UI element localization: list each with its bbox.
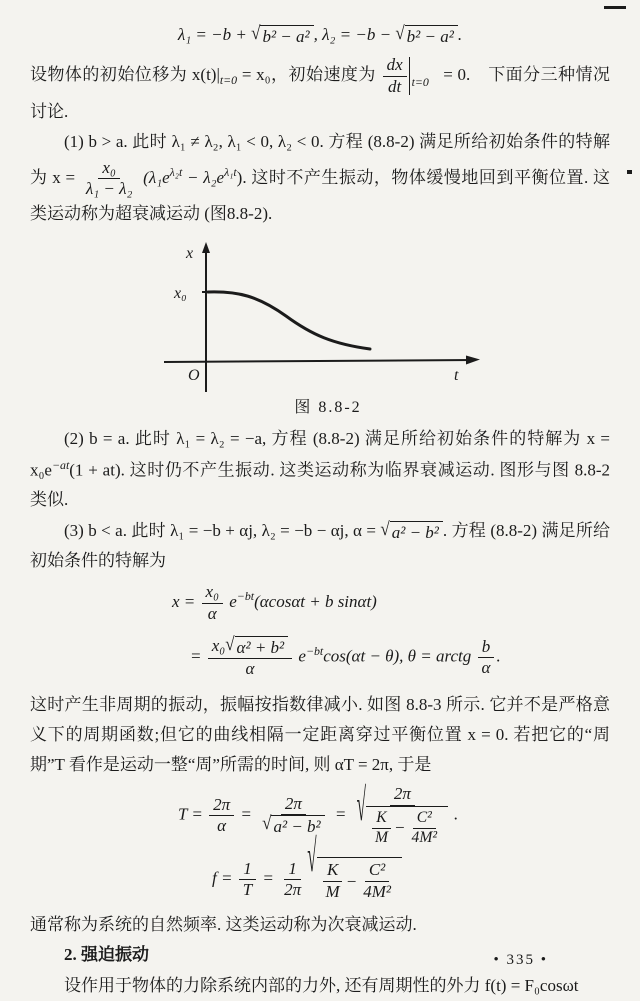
equation-frequency-f — [212, 830, 610, 902]
paragraph-forced-vibration-intro — [30, 971, 610, 1001]
text-run: λ₁ = −b + — [177, 25, 252, 44]
fraction-denominator: T — [242, 880, 253, 900]
fraction-denominator — [258, 812, 329, 837]
radical-sign: √ — [225, 633, 235, 655]
scan-artifact — [604, 6, 626, 9]
radicand: b² − a² — [405, 25, 458, 47]
text-run: 设物体的初始位移为 x(t)| — [30, 65, 220, 85]
radical-sign: √ — [395, 22, 405, 44]
fraction — [408, 809, 442, 848]
text-run: 通常称为系统的自然频率. 这类运动称为次衰减运动. — [30, 915, 417, 935]
radicand: b² − a² — [260, 25, 313, 47]
fraction-numerator: 2π — [390, 784, 415, 805]
radicand — [366, 806, 448, 848]
paragraph-case-1 — [30, 127, 610, 229]
radical-sign: √ — [356, 779, 366, 831]
t-axis-label: t — [454, 366, 459, 384]
math-sup: −bt — [305, 644, 324, 659]
text-run: e — [294, 646, 306, 666]
math-sub: t=0 — [411, 75, 429, 90]
text-run: e — [225, 592, 237, 612]
x-axis-arrow — [466, 355, 480, 364]
paragraph-aperiodic — [30, 690, 610, 781]
equation-period-T — [178, 779, 610, 847]
fraction-denominator: 4M² — [411, 828, 438, 846]
text-run: . — [454, 804, 459, 824]
equation-x-cosine-form — [190, 633, 610, 680]
fraction-denominator: α — [245, 659, 255, 679]
sqrt — [251, 22, 314, 47]
text-run: (3) b < a. 此时 λ₁ = −b + αj, λ₂ = −b − αj, α = — [64, 520, 381, 540]
math-sub: t=0 — [219, 73, 238, 88]
fraction-numerator: 1 — [239, 859, 256, 880]
fraction-denominator: 2π — [284, 880, 302, 900]
radicand: α² + b² — [235, 636, 289, 658]
fraction-denominator: 4M² — [363, 881, 391, 901]
scan-artifact — [627, 170, 632, 174]
fraction-numerator: 1 — [284, 859, 301, 880]
fraction — [371, 809, 392, 848]
fraction-numerator: C² — [365, 860, 389, 881]
text-run: x₀ — [211, 636, 226, 656]
figure-caption: 图 8.8-2 — [294, 398, 362, 416]
fraction — [478, 637, 495, 679]
fraction — [322, 860, 344, 902]
figure-8-8-2 — [158, 242, 498, 419]
decay-curve — [208, 291, 370, 348]
fraction-denominator: α — [481, 658, 491, 678]
fraction-dx-dt — [383, 55, 407, 97]
text-run: , λ₂ = −b − — [313, 25, 396, 44]
paragraph-case-3 — [30, 516, 610, 577]
fraction-denominator: dt — [387, 76, 402, 96]
fraction-denominator: M — [325, 881, 340, 901]
text-run: . 方程 (8.8-2) 满足所给初始条件的特解为 — [30, 520, 611, 570]
math-sup: λ₂t — [169, 164, 183, 179]
text-run: − λ₂e — [182, 167, 225, 187]
radical-sign: √ — [380, 518, 390, 540]
radicand: a² − b² — [271, 815, 324, 837]
fraction — [82, 158, 137, 200]
x-axis — [164, 360, 474, 362]
text-run: f = — [212, 868, 237, 888]
paragraph-case-2 — [30, 424, 610, 515]
math-sup: −bt — [236, 589, 255, 604]
fraction-numerator — [208, 633, 292, 659]
text-run: (αcosαt + b sinαt) — [254, 592, 377, 612]
radical-sign: √ — [262, 812, 272, 835]
text-run: = — [190, 646, 206, 666]
sqrt — [395, 22, 458, 47]
math-sup: λ₁t — [224, 164, 237, 179]
vertical-bar — [409, 57, 410, 95]
heading-text: 2. 强迫振动 — [64, 945, 149, 965]
text-run: . — [457, 25, 463, 44]
decay-plot — [158, 242, 488, 394]
text-run: 这时产生非周期的振动，振幅按指数律减小. 如图 8.8-3 所示. 它并不是严格意义下的周期函数;但它的曲线相隔一定距离穿过平衡位置 x = 0. 若把它的“周期”T 看作是运动一整“周”所需的时间, 则 αT = 2π, 于是 — [30, 694, 610, 775]
fraction-numerator: 2π — [281, 794, 306, 815]
x0-label: x₀ — [174, 284, 187, 302]
text-run: ). 这时不产生振动，物体缓慢地回到平衡位置. 这类运动称为超衰减运动 (图8.8-2). — [30, 167, 610, 224]
text-run: T = — [178, 804, 208, 824]
y-axis-label: x — [186, 244, 194, 262]
text-run: (1 + at). 这时仍不产生振动. 这类运动称为临界衰减运动. 图形与图 8.8-2 类似. — [30, 460, 610, 510]
fraction — [202, 582, 223, 624]
equation-lambda-roots — [30, 24, 610, 47]
fraction — [208, 633, 292, 680]
text-run: = — [258, 868, 279, 888]
fraction-denominator: M — [374, 828, 389, 846]
sqrt-tall — [307, 830, 402, 902]
text-run: − — [345, 871, 358, 891]
paragraph-natural-frequency — [30, 910, 610, 940]
text-run: = 0. 下面分三种情况讨论. — [30, 65, 610, 121]
text-run: 设作用于物体的力除系统内部的力外, 还有周期性的外力 f(t) = F₀cosωt — [64, 975, 579, 995]
text-run: (2) b = a. 此时 λ₁ = λ₂ = −a, 方程 (8.8-2) 满足所给初始条件的特解为 x = x₀e — [30, 429, 610, 480]
text-run: − — [394, 818, 406, 838]
fraction-denominator: λ₁ − λ₂ — [85, 178, 133, 198]
text-run: = — [330, 804, 351, 824]
text-run: = — [236, 804, 257, 824]
fraction — [239, 859, 256, 901]
radical-sign: √ — [251, 22, 261, 44]
fraction-numerator: x₀ — [202, 582, 223, 603]
fraction-numerator: b — [478, 637, 495, 658]
radical-sign: √ — [307, 830, 317, 883]
sqrt — [225, 633, 288, 658]
origin-label: O — [188, 366, 200, 384]
fraction-numerator: dx — [383, 55, 407, 76]
radicand: a² − b² — [390, 521, 443, 543]
fraction-numerator: K — [372, 809, 390, 829]
text-run: (λ₁e — [138, 167, 170, 187]
text-run: cos(αt − θ), θ = arctg — [323, 646, 476, 666]
text-run: x = — [172, 592, 200, 612]
text-run: = x₀，初始速度为 — [237, 65, 381, 85]
text-run: (1) b > a. 此时 λ₁ ≠ λ₂, λ₁ < 0, λ₂ < 0. 方程 (8.8-2) 满足所给初始条件的特解为 x = — [30, 132, 610, 187]
fraction — [359, 860, 395, 902]
fraction — [209, 795, 234, 837]
fraction-denominator: α — [207, 603, 217, 623]
fraction-numerator: 2π — [209, 795, 234, 816]
equation-x-solution — [172, 582, 610, 624]
evaluation-bar — [409, 57, 439, 95]
sqrt — [380, 518, 443, 543]
math-sup: −at — [51, 457, 70, 472]
fraction-numerator: C² — [413, 809, 436, 829]
radicand — [317, 857, 402, 902]
paragraph-initial-conditions — [30, 55, 610, 127]
y-axis-arrow — [202, 242, 210, 253]
fraction — [258, 794, 329, 838]
fraction-numerator: x₀ — [98, 158, 119, 179]
text-run: . — [496, 646, 501, 666]
page-number: • 335 • — [493, 952, 548, 969]
fraction-denominator: α — [217, 816, 227, 836]
fraction — [280, 859, 305, 901]
fraction-numerator: K — [323, 860, 342, 881]
fraction — [353, 779, 452, 847]
